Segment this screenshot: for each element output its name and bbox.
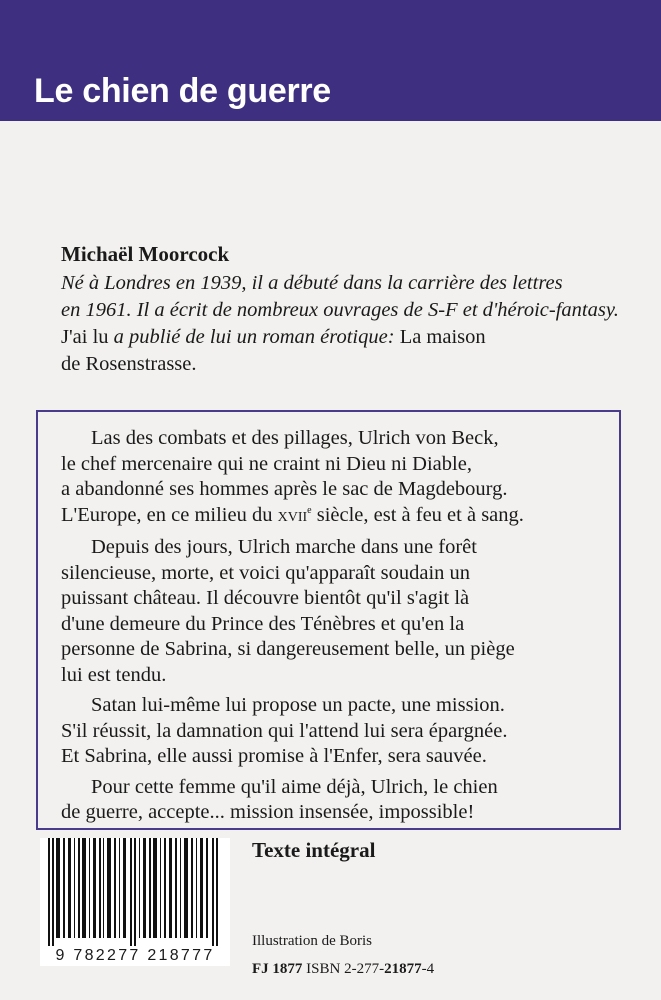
- blurb-line: S'il réussit, la damnation qui l'attend lui sera épargnée.: [61, 719, 508, 742]
- century-superscript: e: [307, 504, 312, 516]
- blurb-line: Satan lui-même lui propose un pacte, une mission.: [91, 694, 505, 716]
- barcode-number: 9 782277 218777: [40, 946, 230, 966]
- publisher-name: J'ai lu: [61, 326, 109, 348]
- isbn-line: [252, 961, 434, 978]
- blurb-paragraph: [61, 426, 621, 530]
- blurb-line: Et Sabrina, elle aussi promise à l'Enfer, sera sauvée.: [61, 745, 487, 767]
- isbn-prefix: ISBN 2-277-: [306, 961, 385, 977]
- bio-line: [61, 270, 661, 297]
- bio-line: [61, 297, 661, 324]
- blurb-line: [61, 503, 621, 531]
- blurb-text: siècle, est à feu et à sang.: [316, 503, 524, 526]
- catalog-code: FJ 1877: [252, 961, 303, 977]
- author-bio: [61, 270, 661, 378]
- blurb-text: L'Europe, en ce milieu du: [61, 503, 273, 526]
- blurb-line: Las des combats et des pillages, Ulrich von Beck,: [91, 427, 499, 449]
- blurb-line: Pour cette femme qu'il aime déjà, Ulrich, le chien: [91, 775, 498, 798]
- blurb-line: silencieuse, morte, et voici qu'apparaît soudain un: [61, 561, 471, 584]
- blurb-paragraph: [61, 693, 621, 770]
- book-reference: de Rosenstrasse.: [61, 353, 197, 375]
- blurb-line: d'une demeure du Prince des Ténèbres et qu'en la: [61, 612, 465, 635]
- book-title: Le chien de guerre: [34, 72, 331, 110]
- blurb-paragraph: [61, 775, 621, 826]
- title-band: [0, 0, 661, 121]
- blurb-line: a abandonné ses hommes après le sac de Magdebourg.: [61, 478, 508, 500]
- blurb-line: puissant château. Il découvre bientôt qu'il s'agit là: [61, 587, 470, 609]
- bio-text: Né à Londres en 1939, il a débuté dans la carrière des lettres: [61, 272, 563, 294]
- isbn-check: -4: [421, 961, 435, 977]
- blurb-line: personne de Sabrina, si dangereusement belle, un piège: [61, 638, 515, 660]
- bio-line: [61, 324, 661, 351]
- author-name: Michaël Moorcock: [61, 242, 230, 266]
- blurb-line: lui est tendu.: [61, 663, 167, 686]
- blurb-paragraph: [61, 535, 621, 688]
- blurb-text: [61, 426, 621, 831]
- book-reference: La maison: [399, 326, 486, 348]
- bio-text: en 1961. Il a écrit de nombreux ouvrages de S-F et d'héroic-fantasy.: [61, 299, 619, 321]
- bio-text: a publié de lui un roman érotique:: [113, 326, 395, 348]
- blurb-line: le chef mercenaire qui ne craint ni Dieu ni Diable,: [61, 452, 472, 475]
- barcode: [40, 838, 230, 966]
- illustration-credit: Illustration de Boris: [252, 933, 372, 949]
- century-numeral: XVII: [277, 509, 308, 525]
- barcode-bars-icon: [40, 838, 230, 946]
- texte-integral-label: Texte intégral: [252, 838, 376, 862]
- isbn-number: 21877: [384, 961, 422, 977]
- blurb-line: Depuis des jours, Ulrich marche dans une forêt: [91, 536, 477, 558]
- blurb-line: de guerre, accepte... mission insensée, impossible!: [61, 801, 475, 823]
